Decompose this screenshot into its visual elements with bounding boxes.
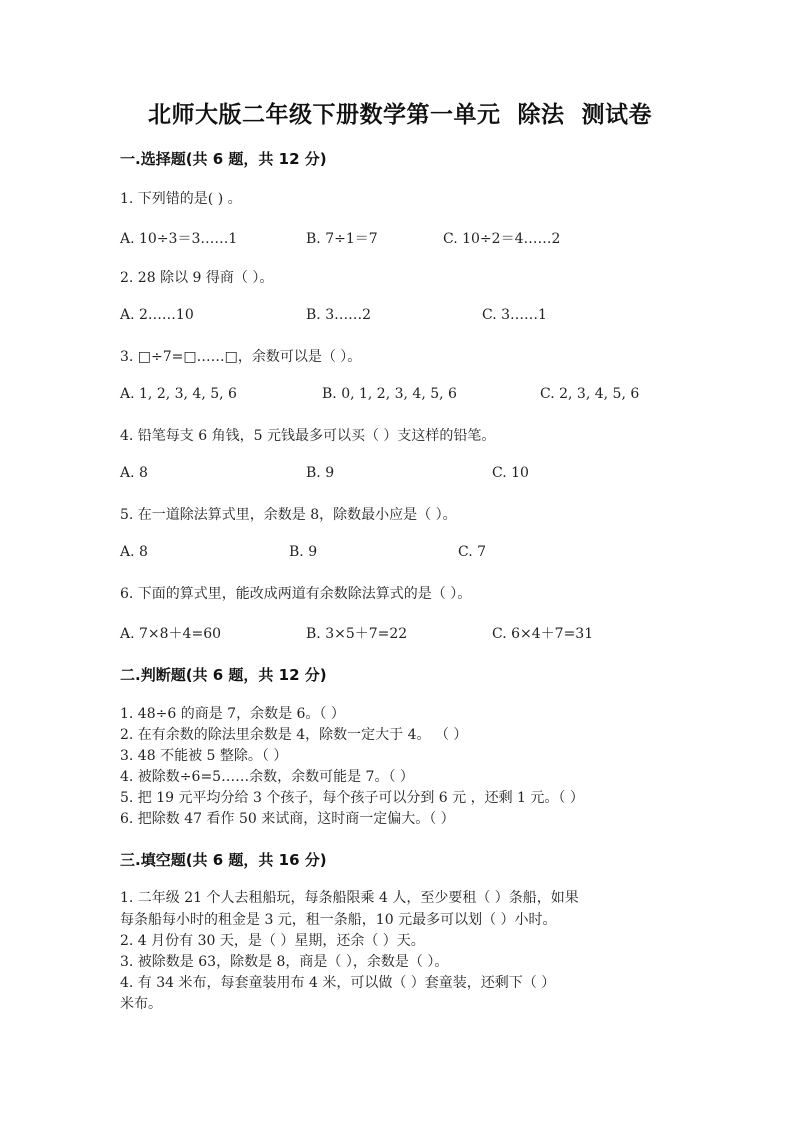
choice-2-option-b: B. 3……2 bbox=[306, 307, 372, 323]
choice-question-6: 6. 下面的算式里，能改成两道有余数除法算式的是（ ）。 bbox=[120, 586, 472, 602]
choice-2-option-a: A. 2……10 bbox=[120, 307, 194, 323]
fill-line-4: 3. 被除数是 63，除数是 8，商是（ ），余数是（ ）。 bbox=[120, 954, 449, 970]
choice-5-option-a: A. 8 bbox=[120, 544, 148, 560]
choice-1-option-b: B. 7÷1＝7 bbox=[306, 231, 378, 247]
choice-1-option-a: A. 10÷3＝3……1 bbox=[120, 231, 238, 247]
fill-line-2: 每条船每小时的租金是 3 元，租一条船，10 元最多可以划（ ）小时。 bbox=[120, 912, 557, 928]
judge-item-2: 2. 在有余数的除法里余数是 4，除数一定大于 4。 （ ） bbox=[120, 727, 468, 743]
judge-item-1: 1. 48÷6 的商是 7，余数是 6。（ ） bbox=[120, 706, 345, 722]
judge-item-5: 5. 把 19 元平均分给 3 个孩子，每个孩子可以分到 6 元 ，还剩 1 元。（ ） bbox=[120, 790, 584, 806]
choice-6-option-a: A. 7×8＋4=60 bbox=[120, 626, 222, 642]
choice-question-3: 3. □÷7=□……□，余数可以是（ ）。 bbox=[120, 349, 362, 365]
choice-4-option-b: B. 9 bbox=[306, 465, 335, 481]
judge-item-6: 6. 把除数 47 看作 50 来试商，这时商一定偏大。（ ） bbox=[120, 811, 455, 827]
judge-item-3: 3. 48 不能被 5 整除。（ ） bbox=[120, 748, 288, 764]
choice-1-option-c: C. 10÷2＝4……2 bbox=[443, 231, 561, 247]
choice-3-option-b: B. 0, 1, 2, 3, 4, 5, 6 bbox=[322, 386, 457, 402]
fill-line-6: 米布。 bbox=[120, 996, 162, 1012]
choice-2-option-c: C. 3……1 bbox=[482, 307, 547, 323]
choice-5-option-b: B. 9 bbox=[289, 544, 318, 560]
fill-line-5: 4. 有 34 米布，每套童装用布 4 米，可以做（ ）套童装，还剩下（ ） bbox=[120, 975, 556, 991]
choice-3-option-a: A. 1, 2, 3, 4, 5, 6 bbox=[120, 386, 237, 402]
choice-question-2: 2. 28 除以 9 得商（ ）。 bbox=[120, 270, 274, 286]
section-heading-judge: 二.判断题(共 6 题，共 12 分) bbox=[120, 666, 327, 684]
choice-question-1: 1. 下列错的是( ) 。 bbox=[120, 191, 242, 207]
judge-item-4: 4. 被除数÷6=5……余数，余数可能是 7。（ ） bbox=[120, 769, 414, 785]
section-heading-fill: 三.填空题(共 6 题，共 16 分) bbox=[120, 851, 327, 869]
choice-6-option-b: B. 3×5＋7=22 bbox=[306, 626, 408, 642]
choice-question-5: 5. 在一道除法算式里，余数是 8，除数最小应是（ ）。 bbox=[120, 507, 457, 523]
choice-4-option-c: C. 10 bbox=[492, 465, 529, 481]
page-title: 北师大版二年级下册数学第一单元 除法 测试卷 bbox=[147, 102, 653, 128]
fill-line-3: 2. 4 月份有 30 天，是（ ）星期，还余（ ）天。 bbox=[120, 933, 425, 949]
choice-question-4: 4. 铅笔每支 6 角钱，5 元钱最多可以买（ ）支这样的铅笔。 bbox=[120, 428, 496, 444]
section-heading-choice: 一.选择题(共 6 题，共 12 分) bbox=[120, 150, 327, 168]
choice-3-option-c: C. 2, 3, 4, 5, 6 bbox=[540, 386, 640, 402]
choice-4-option-a: A. 8 bbox=[120, 465, 148, 481]
fill-line-1: 1. 二年级 21 个人去租船玩，每条船限乘 4 人，至少要租（ ）条船，如果 bbox=[120, 890, 579, 906]
choice-6-option-c: C. 6×4＋7=31 bbox=[492, 626, 594, 642]
choice-5-option-c: C. 7 bbox=[458, 544, 487, 560]
